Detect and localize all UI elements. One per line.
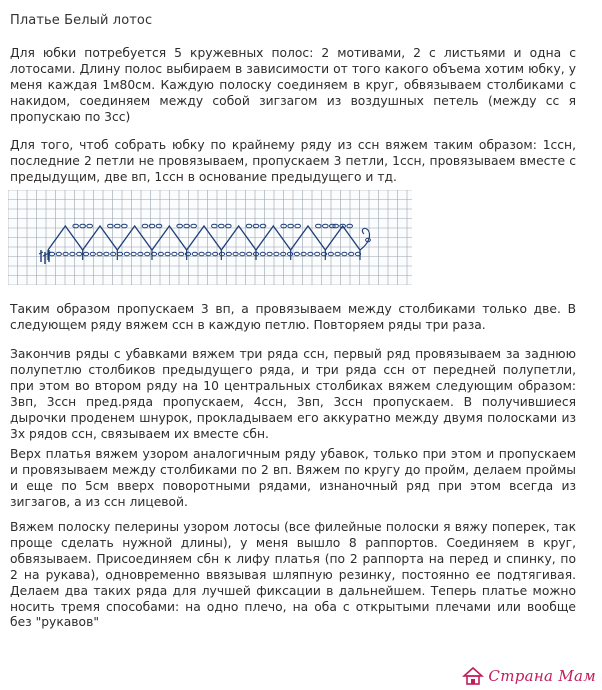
chain-loop — [212, 224, 218, 228]
watermark-text: Страна Мам — [488, 667, 596, 685]
chain-loop — [316, 224, 322, 228]
chain-loop — [142, 224, 148, 228]
paragraph-skirt-assembly: Для того, чтоб собрать юбку по крайнему ряду из ссн вяжем таким образом: 1ссн, последние 2 петли не провязываем, пропускаем 3 петли, 1ссн, провязываем вместе с предыдущим, две вп, 1ссн в основание предыдущего и тд. — [10, 138, 576, 184]
base-chain-loop — [56, 252, 61, 256]
crochet-diagram-svg — [8, 190, 412, 285]
base-chain-loop — [199, 252, 204, 256]
base-chain-loop — [287, 252, 292, 256]
base-chain-loop — [335, 252, 340, 256]
paragraph-bodice: Верх платья вяжем узором аналогичным ряду убавок, только при этом и пропускаем и провязываем между столбиками по 2 вп. Вяжем по кругу до пройм, делаем проймы и еще по 5см вверх поворотными рядами, изнаночный ряд при этом всегда из зигзагов, а из ссн лицевой. — [10, 447, 576, 509]
chain-loop — [122, 224, 128, 228]
base-chain-loop — [247, 252, 252, 256]
stitch-symbols — [39, 224, 370, 264]
chain-loop — [288, 224, 294, 228]
base-chain-loop — [104, 252, 109, 256]
paragraph-waist-rows: Закончив ряды с убавками вяжем три ряда ссн, первый ряд провязываем за заднюю полупетлю столбиков предыдущего ряда, и три ряда ссн от передней полупетли, при этом во втором ряду на 10 центральных столбиках вяжем следующим образом: 3вп, 3ссн пред.ряда пропускаем, 4ссн, 3вп, 3ссн пропускаем. В получившиеся дырочки проденем шнурок, прокладываем его аккуратно между двумя полосками из 3х рядов ссн, связываем их вместе сбн. — [10, 347, 576, 441]
chain-loop — [253, 224, 259, 228]
base-chain-loop — [219, 252, 224, 256]
base-chain-loop — [294, 252, 299, 256]
base-chain-loop — [158, 252, 163, 256]
chain-loop — [246, 224, 252, 228]
base-chain-loop — [192, 252, 197, 256]
base-chain-loop — [240, 252, 245, 256]
base-chain-loop — [349, 252, 354, 256]
paragraph-skirt-strips: Для юбки потребуется 5 кружевных полос: 2 мотивами, 2 с листьями и одна с лотосами. Длину полос выбираем в зависимости от того какого объема хотим юбку, у меня каждая 1м80см. Каждую полоску соединяем в круг, обвязываем столбиками с накидом, соединяем между собой зигзагом из воздушных петель (между сс я пропускаю по 3сс) — [10, 46, 576, 124]
chain-loop — [115, 224, 121, 228]
base-chain-loop — [315, 252, 320, 256]
chain-loop — [73, 224, 79, 228]
base-chain-loop — [206, 252, 211, 256]
document-title: Платье Белый лотос — [10, 13, 153, 28]
paragraph-decrease-rows: Таким образом пропускаем 3 вп, а провязываем между столбиками только две. В следующем ряду вяжем ссн в каждую петлю. Повторяем ряды три раза. — [10, 302, 576, 332]
chain-loop — [219, 224, 225, 228]
site-watermark — [462, 666, 596, 686]
base-chain-loop — [145, 252, 150, 256]
chain-loop — [333, 224, 339, 228]
crochet-diagram — [8, 190, 412, 285]
base-chain-loop — [233, 252, 238, 256]
chain-loop — [191, 224, 197, 228]
chain-loop — [295, 224, 301, 228]
base-chain-loop — [97, 252, 102, 256]
base-chain-loop — [63, 252, 68, 256]
base-chain-loop — [274, 252, 279, 256]
base-chain-loop — [301, 252, 306, 256]
paragraph-cape: Вяжем полоску пелерины узором лотосы (все филейные полоски я вяжу поперек, так проще сделать нужной длины), у меня вышло 8 раппортов. Соединяем в круг, обвязываем. Присоединяем сбн к лифу платья (по 2 раппорта на перед и спинку, по 2 на рукава), одновременно ввязывая шляпную резинку, постоянно ее подтягивая. Делаем два таких ряда для лучшей фиксации в дальнейшем. Теперь платье можно носить тремя способами: на одно плечо, на оба с открытыми плечами или вообще без "рукавов" — [10, 520, 576, 630]
chain-loop — [87, 224, 93, 228]
base-chain-loop — [138, 252, 143, 256]
base-chain-loop — [267, 252, 272, 256]
chain-loop — [156, 224, 162, 228]
base-chain-loop — [226, 252, 231, 256]
chain-loop — [260, 224, 266, 228]
base-chain-loop — [124, 252, 129, 256]
chain-loop — [149, 224, 155, 228]
house-logo-icon — [462, 666, 484, 686]
chain-loop — [177, 224, 183, 228]
chain-loop — [347, 224, 353, 228]
base-chain-loop — [111, 252, 116, 256]
chain-loop — [80, 224, 86, 228]
base-chain-loop — [179, 252, 184, 256]
base-chain-loop — [77, 252, 82, 256]
base-chain-loop — [172, 252, 177, 256]
base-chain-loop — [342, 252, 347, 256]
zigzag-stitch-line — [48, 226, 360, 250]
base-chain-loop — [90, 252, 95, 256]
chain-loop — [323, 224, 329, 228]
